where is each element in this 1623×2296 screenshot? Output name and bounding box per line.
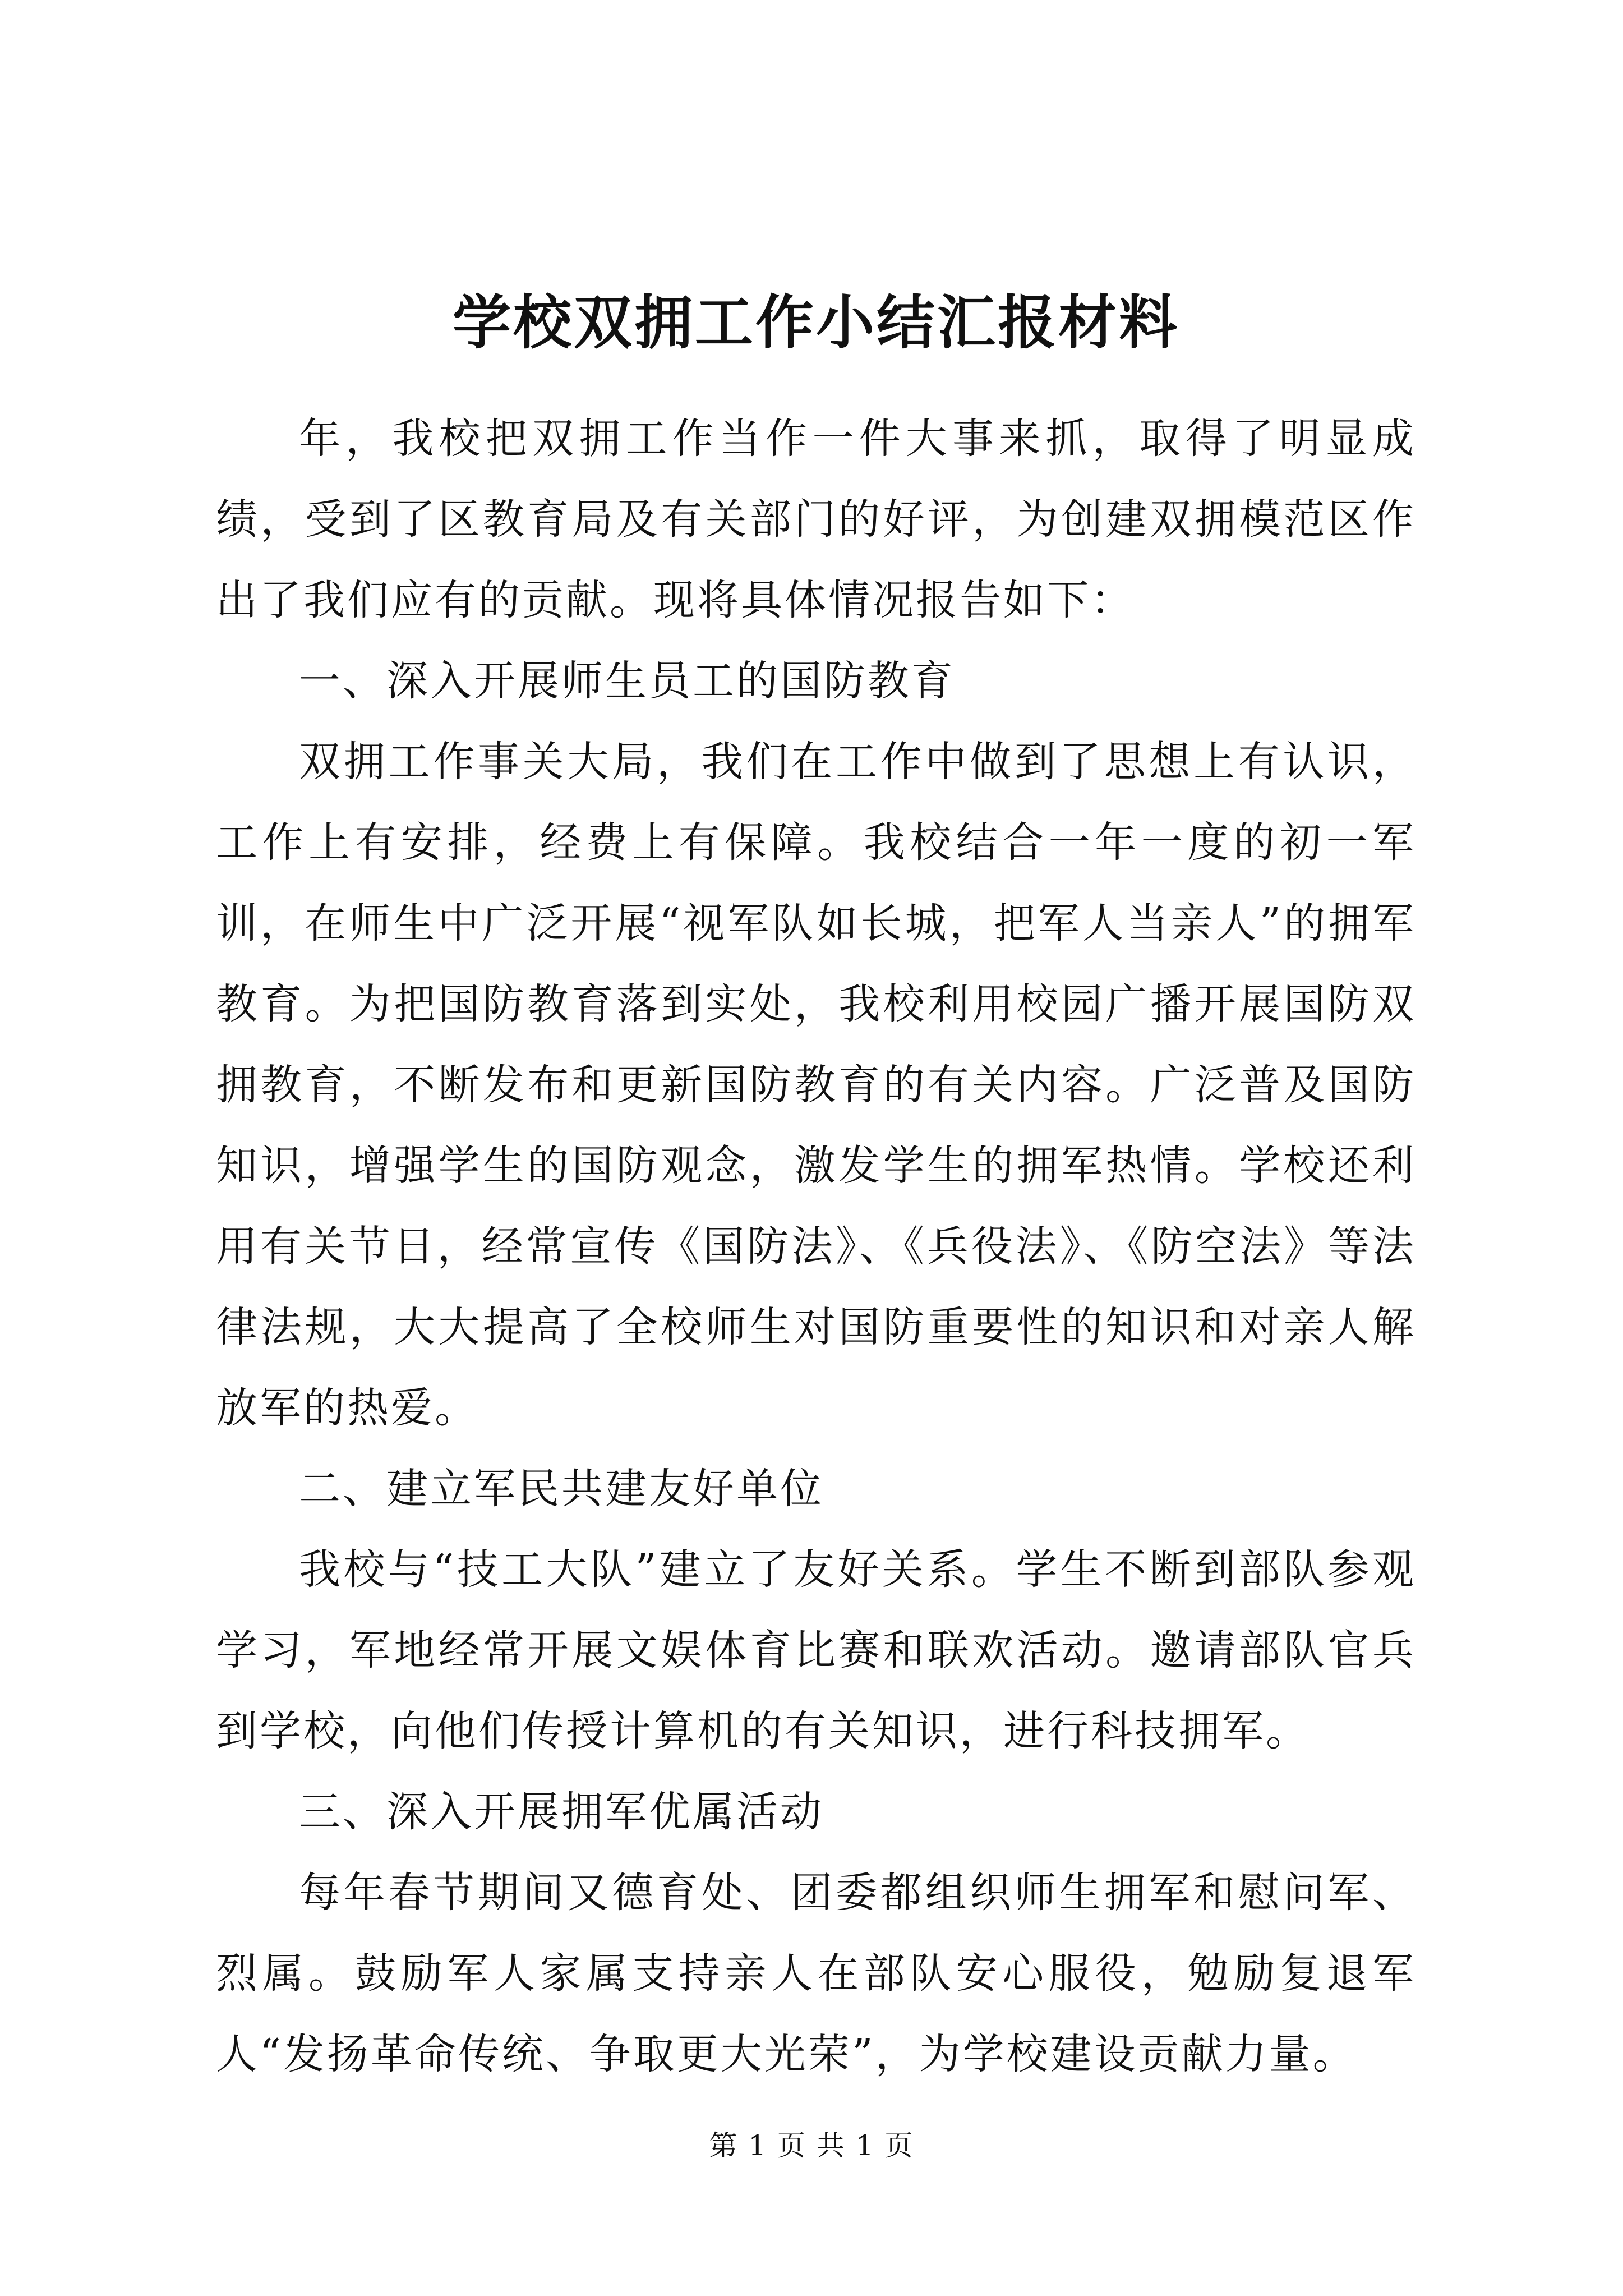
section-heading-2: 二、建立军民共建友好单位 [299,1465,824,1513]
section-body-1: 双拥工作事关大局，我们在工作中做到了思想上有认识，工作上有安排，经费上有保障。我校结合一年一度的初一军训，在师生中广泛开展“视军队如长城，把军人当亲人”的拥军教育。为把国防教育落到实处，我校利用校园广播开展国防双拥教育，不断发布和更新国防教育的有关内容。广泛普及国防知识，增强学生的国防观念，激发学生的拥军热情。学校还利用有关节日，经常宣传《国防法》、《兵役法》、《防空法》等法律法规，大大提高了全校师生对国防重要性的知识和对亲人解放军的热爱。 [216,738,1416,1432]
document-body [216,280,1416,2095]
document-title: 学校双拥工作小结汇报材料 [452,288,1179,357]
page-number-footer: 第 1 页 共 1 页 [709,2129,914,2162]
section-heading-1: 一、深入开展师生员工的国防教育 [299,657,955,705]
intro-paragraph: 年，我校把双拥工作当作一件大事来抓，取得了明显成绩，受到了区教育局及有关部门的好评，为创建双拥模范区作出了我们应有的贡献。现将具体情况报告如下： [216,415,1416,624]
section-heading-3: 三、深入开展拥军优属活动 [299,1788,824,1836]
section-body-3: 每年春节期间又德育处、团委都组织师生拥军和慰问军、烈属。鼓励军人家属支持亲人在部队安心服役，勉励复退军人“发扬革命传统、争取更大光荣”，为学校建设贡献力量。 [216,1869,1416,2078]
section-body-2: 我校与“技工大队”建立了友好关系。学生不断到部队参观学习，军地经常开展文娱体育比赛和联欢活动。邀请部队官兵到学校，向他们传授计算机的有关知识，进行科技拥军。 [216,1545,1416,1755]
